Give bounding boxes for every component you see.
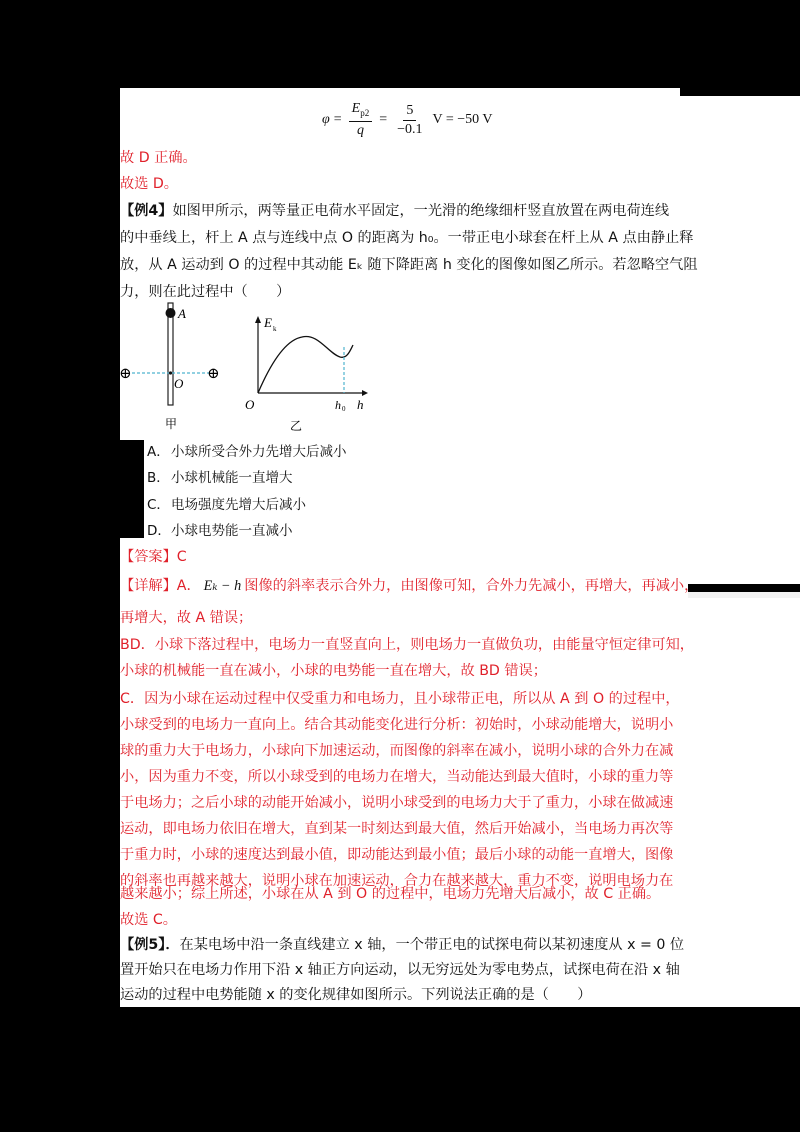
detail-line3: BD．小球下落过程中，电场力一直竖直向上，则电场力一直做负功，由能量守恒定律可知， — [120, 637, 694, 653]
svg-text:O: O — [245, 397, 255, 412]
svg-text:0: 0 — [342, 405, 346, 413]
ball-icon — [166, 308, 176, 318]
example5-line3 — [120, 985, 591, 991]
svg-text:E: E — [264, 315, 272, 330]
option-a[interactable]: A．小球所受合外力先增大后减小 — [147, 444, 347, 460]
answer-value: C — [176, 549, 187, 565]
example4-line3: 放，从 A 运动到 O 的过程中其动能 Eₖ 随下降距离 h 变化的图像如图乙所示。若忽略空气阻 — [120, 257, 698, 273]
detail-line13: 越来越小；综上所述，小球在从 A 到 O 的过程中，电场力先增大后减小，故 C 正确。 — [120, 886, 661, 902]
svg-text:O: O — [174, 376, 184, 391]
page-region-top-right — [680, 96, 800, 440]
example5-tag: 【例5】． — [120, 937, 180, 953]
svg-text:h: h — [335, 398, 341, 412]
detail-line14: 故选 C。 — [120, 912, 177, 928]
figure-jia — [115, 295, 225, 435]
detail-line12: 的斜率也再越来越大，说明小球在加速运动，合力在越来越大，重力不变，说明电场力在 — [120, 873, 674, 889]
svg-text:h: h — [357, 397, 364, 412]
example4-line2: 的中垂线上，杆上 A 点与连线中点 O 的距离为 h₀。一带正电小球套在杆上从 A 点由静止释 — [120, 230, 694, 246]
detail-line10: 运动，即电场力依旧在增大，直到某一时刻达到最大值，然后开始减小，当电场力再次等 — [120, 821, 674, 837]
redaction-bar — [688, 584, 800, 592]
svg-text:k: k — [273, 325, 277, 333]
prev-solution-line1: 故 D 正确。 — [120, 150, 197, 166]
answer-line: 【答案】C — [120, 549, 187, 565]
svg-text:乙: 乙 — [290, 419, 303, 433]
option-d[interactable]: D．小球电势能一直减小 — [147, 523, 293, 539]
detail-line7: 球的重力大于电场力，小球向下加速运动，而图像的斜率在减小，说明小球的合外力在减 — [120, 743, 674, 759]
prev-solution-line2: 故选 D。 — [120, 176, 178, 192]
svg-text:甲: 甲 — [165, 417, 178, 431]
example4-line4: 力，则在此过程中（ ） — [120, 284, 291, 300]
detail-line6: 小球受到的电场力一直向上。结合其动能变化进行分析：初始时，小球动能增大，说明小 — [120, 717, 674, 733]
detail-line5: C．因为小球在运动过程中仅受重力和电场力，且小球带正电，所以从 A 到 O 的过程中， — [120, 691, 680, 707]
figure-yi-ek-h-graph — [240, 305, 370, 435]
example4-line1: 【例4】如图甲所示，两等量正电荷水平固定，一光滑的绝缘细杆竖直放置在两电荷连线 — [120, 203, 670, 219]
example5-line2: 置开始只在电场力作用下沿 x 轴正方向运动，以无穷远处为零电势点，试探电荷在沿 x 轴 — [120, 962, 680, 978]
option-c[interactable]: C．电场强度先增大后减小 — [147, 497, 306, 513]
svg-text:A: A — [178, 306, 186, 321]
positive-charge-right-icon: ⊕ — [207, 366, 220, 382]
detail-line9: 于电场力；之后小球的动能开始减小，说明小球受到的电场力大于了重力，小球在做减速 — [120, 795, 674, 811]
potential-formula: φ = $\frac{E_{p2}}{q}$ = $\frac{5}{-0.1}$ V = −50 V — [322, 100, 493, 139]
detail-line2: 再增大，故 A 错误； — [120, 610, 253, 626]
detail-line1: 【详解】A． Eₖ − h 图像的斜率表示合外力，由图像可知，合外力先减小，再增大，再减小， — [120, 578, 699, 594]
detail-line11: 于重力时，小球的速度达到最小值，即动能达到最小值；最后小球的动能一直增大，图像 — [120, 847, 674, 863]
gray-strip — [688, 592, 800, 598]
detail-line8: 小，因为重力不变，所以小球受到的电场力在增大，当动能达到最大值时，小球的重力等 — [120, 769, 674, 785]
example5-line1: 【例5】．在某电场中沿一条直线建立 x 轴，一个带正电的试探电荷以某初速度从 x = 0 位 — [120, 937, 685, 953]
detail-line4: 小球的机械能一直在减小，小球的电势能一直在增大，故 BD 错误； — [120, 663, 547, 679]
example4-tag: 【例4】 — [120, 203, 173, 219]
positive-charge-left-icon: ⊕ — [119, 366, 132, 382]
option-b[interactable]: B．小球机械能一直增大 — [147, 470, 293, 486]
